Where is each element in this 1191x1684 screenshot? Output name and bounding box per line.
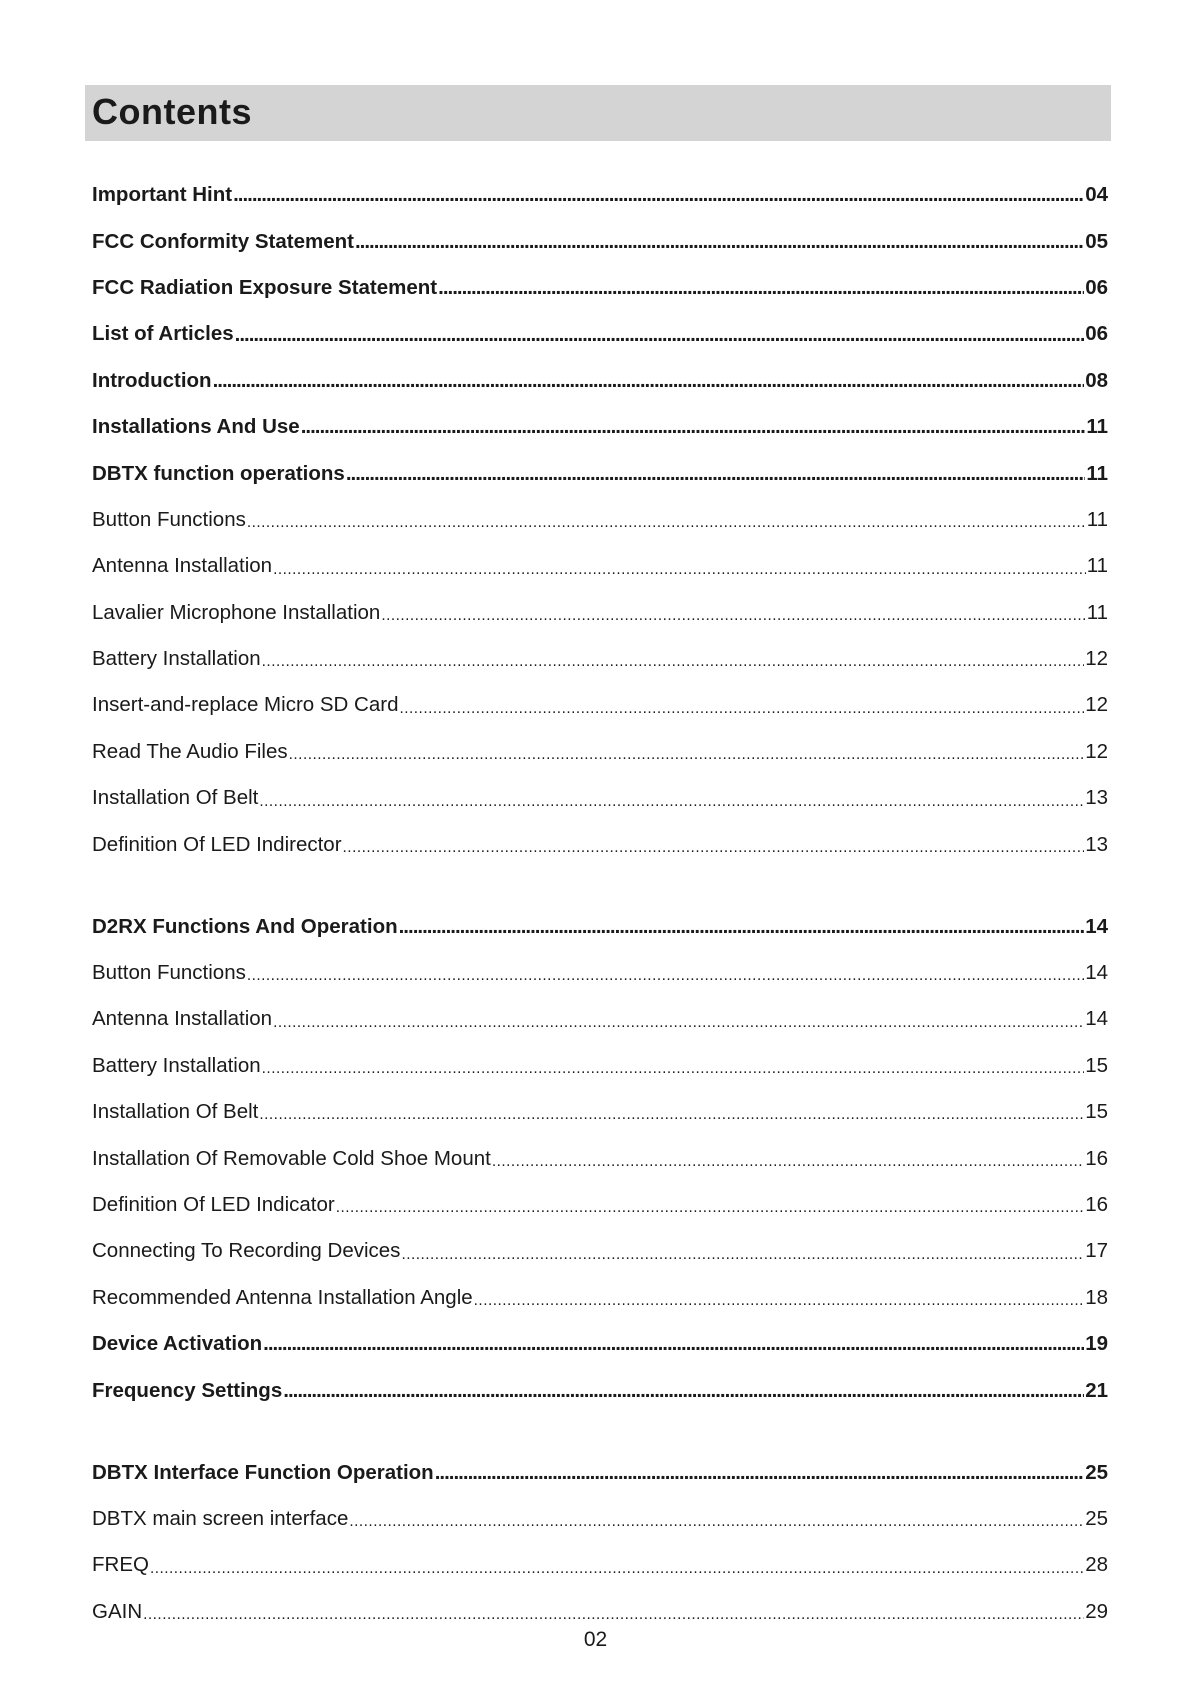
toc-entry[interactable] [92,450,1108,496]
toc-entry-page: 15 [1085,1100,1108,1124]
dot-leader [343,834,1085,855]
dot-leader [399,695,1084,716]
toc-entry[interactable] [92,358,1108,404]
toc-entry[interactable] [92,950,1108,996]
dot-leader [346,463,1086,484]
toc-entry-page: 16 [1085,1146,1108,1170]
toc-entry[interactable] [92,1449,1108,1495]
toc-entry-page: 25 [1085,1506,1108,1530]
toc-entry-title: Connecting To Recording Devices [92,1239,401,1263]
dot-leader [262,649,1085,670]
toc-entry-title: Installation Of Belt [92,1100,259,1124]
dot-leader [336,1195,1084,1216]
toc-entry[interactable] [92,1135,1108,1181]
toc-entry-page: 17 [1085,1239,1108,1263]
toc-entry-page: 08 [1085,368,1108,392]
toc-entry-page: 16 [1085,1192,1108,1216]
toc-entry-page: 12 [1085,739,1108,763]
toc-entry-title: Lavalier Microphone Installation [92,600,381,624]
dot-leader [259,1102,1084,1123]
toc-entry-page: 15 [1085,1053,1108,1077]
toc-entry-title: Installation Of Removable Cold Shoe Mount [92,1146,491,1170]
toc-entry-title: Button Functions [92,961,246,985]
dot-leader [474,1288,1085,1309]
toc-entry[interactable] [92,1182,1108,1228]
dot-leader [492,1148,1084,1169]
toc-entry-title: Antenna Installation [92,1007,273,1031]
toc-entry-page: 21 [1085,1378,1108,1402]
toc-entry-title: Button Functions [92,507,246,531]
toc-entry[interactable] [92,1228,1108,1274]
dot-leader [301,417,1086,438]
dot-leader [235,324,1085,345]
dot-leader [263,1334,1084,1355]
toc-entry-title: Important Hint [92,183,233,207]
toc-entry-page: 14 [1085,1007,1108,1031]
page-title: Contents [92,91,252,132]
toc-section [92,172,1108,868]
toc-entry-page: 06 [1085,322,1108,346]
dot-leader [213,371,1085,392]
toc-entry-title: FCC Radiation Exposure Statement [92,275,438,299]
dot-leader [289,742,1085,763]
table-of-contents [92,172,1108,1635]
toc-entry[interactable] [92,311,1108,357]
dot-leader [438,278,1084,299]
dot-leader [259,788,1084,809]
toc-entry-title: Insert-and-replace Micro SD Card [92,693,399,717]
dot-leader [399,916,1085,937]
toc-entry[interactable] [92,1043,1108,1089]
toc-section [92,1449,1108,1635]
dot-leader [401,1241,1084,1262]
dot-leader [143,1601,1084,1622]
toc-entry-title: Battery Installation [92,1053,261,1077]
contents-header [85,85,1111,141]
toc-entry-title: Recommended Antenna Installation Angle [92,1285,473,1309]
toc-entry-title: Frequency Settings [92,1378,283,1402]
toc-entry-title: FREQ [92,1553,149,1577]
toc-entry-page: 14 [1085,914,1108,938]
toc-entry-page: 11 [1086,554,1108,578]
toc-entry-page: 04 [1085,183,1108,207]
toc-entry-page: 19 [1085,1332,1108,1356]
dot-leader [435,1462,1084,1483]
toc-entry-page: 12 [1085,693,1108,717]
dot-leader [349,1509,1084,1530]
toc-entry-title: GAIN [92,1599,143,1623]
toc-entry-title: DBTX function operations [92,461,345,485]
toc-entry-page: 12 [1085,647,1108,671]
toc-entry-title: Introduction [92,368,212,392]
dot-leader [262,1056,1085,1077]
toc-entry[interactable] [92,1089,1108,1135]
toc-entry[interactable] [92,1496,1108,1542]
toc-entry-title: Definition Of LED Indirector [92,832,342,856]
toc-entry[interactable] [92,1275,1108,1321]
toc-entry-page: 11 [1086,507,1108,531]
toc-section [92,903,1108,1413]
toc-entry-page: 14 [1085,961,1108,985]
toc-entry[interactable] [92,265,1108,311]
toc-entry[interactable] [92,172,1108,218]
toc-entry-title: Read The Audio Files [92,739,288,763]
toc-entry[interactable] [92,218,1108,264]
toc-entry-page: 05 [1085,229,1108,253]
toc-entry[interactable] [92,497,1108,543]
toc-entry-title: DBTX Interface Function Operation [92,1460,434,1484]
toc-entry-page: 18 [1085,1285,1108,1309]
toc-entry-title: Antenna Installation [92,554,273,578]
toc-entry-title: List of Articles [92,322,234,346]
dot-leader [150,1555,1084,1576]
dot-leader [381,602,1085,623]
toc-entry-page: 11 [1086,415,1108,439]
toc-entry-page: 11 [1086,461,1108,485]
toc-entry[interactable] [92,775,1108,821]
dot-leader [233,185,1084,206]
toc-entry-title: D2RX Functions And Operation [92,914,398,938]
page-number: 02 [583,1628,608,1651]
dot-leader [247,963,1084,984]
toc-entry-page: 13 [1085,786,1108,810]
toc-entry[interactable] [92,903,1108,949]
toc-entry-title: FCC Conformity Statement [92,229,354,253]
dot-leader [273,1009,1084,1030]
toc-entry-page: 29 [1085,1599,1108,1623]
toc-entry-page: 11 [1086,600,1108,624]
toc-entry[interactable] [92,1321,1108,1367]
toc-entry-title: Installation Of Belt [92,786,259,810]
toc-entry[interactable] [92,682,1108,728]
toc-entry-page: 25 [1085,1460,1108,1484]
toc-entry[interactable] [92,996,1108,1042]
dot-leader [247,510,1086,531]
toc-entry[interactable] [92,543,1108,589]
toc-entry-page: 06 [1085,275,1108,299]
toc-entry[interactable] [92,590,1108,636]
toc-entry-title: Device Activation [92,1332,263,1356]
toc-entry-title: Definition Of LED Indicator [92,1192,335,1216]
dot-leader [273,556,1086,577]
toc-entry[interactable] [92,404,1108,450]
toc-entry[interactable] [92,1542,1108,1588]
toc-entry-page: 28 [1085,1553,1108,1577]
toc-entry-title: Installations And Use [92,415,300,439]
dot-leader [283,1380,1084,1401]
toc-entry[interactable] [92,821,1108,867]
toc-entry[interactable] [92,636,1108,682]
toc-entry[interactable] [92,729,1108,775]
toc-entry-title: DBTX main screen interface [92,1506,349,1530]
toc-entry-page: 13 [1085,832,1108,856]
toc-entry[interactable] [92,1367,1108,1413]
dot-leader [355,231,1084,252]
toc-entry-title: Battery Installation [92,647,261,671]
